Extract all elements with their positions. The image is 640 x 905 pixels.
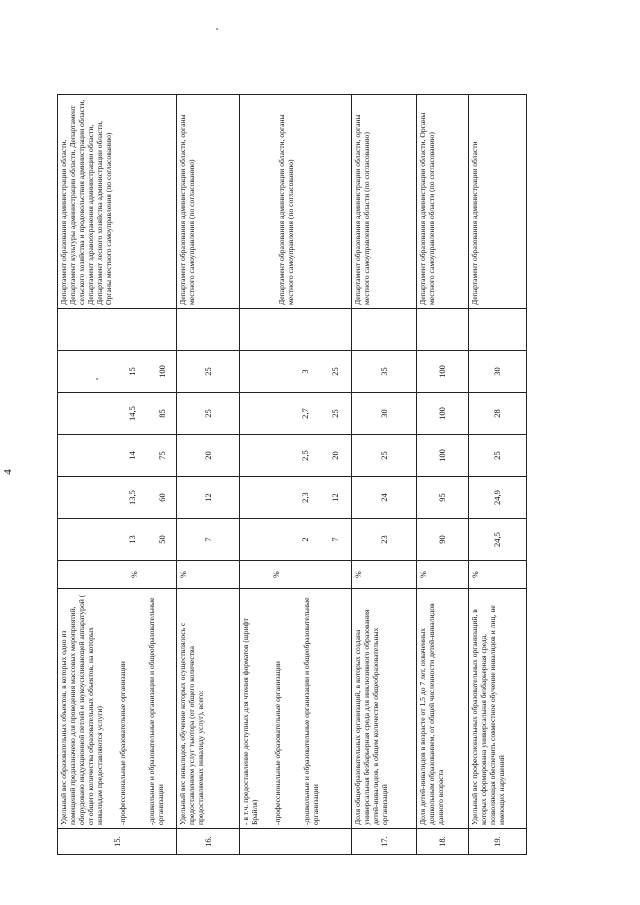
executor-cell: Департамент образования администрации области, Органы местного самоуправления области (по согласованию): [416, 95, 468, 309]
value-cell: 100: [416, 351, 468, 393]
value-cell: [58, 477, 177, 519]
value-cell: 35: [352, 351, 417, 393]
indicator-table: [57, 94, 527, 855]
value: 85: [157, 409, 168, 418]
row-number: 16.: [177, 829, 240, 855]
indicator-text: Удельный вес образовательных объектов, в которых одно из помещений предназначено для проведения массовых мероприятий, оборудовано индукционной петлей и звукоусиливающей аппаратурой ( от общего количества образовательных объектов, на которых инвалидам предоставляются услуги): [59, 594, 104, 825]
value: 25: [329, 367, 340, 376]
value-cell: 25: [352, 435, 417, 477]
indicator-cell: Доля общеобразовательных организаций, в которых создана универсальная безбарьерная среда для инклюзивного образования детей-инвалидов, в общем количестве общеобразовательных организаций: [352, 589, 417, 829]
unit-text: %: [271, 571, 281, 578]
indicator-table-rotated: [57, 95, 527, 855]
indicator-cell: Удельный вес инвалидов, обучение которых осуществлялось с предоставлением услуг тьютора (от общего количества предоставляемых инвалиду услуг), всего:: [177, 589, 240, 829]
value-cell: 25: [177, 351, 240, 393]
value: 60: [157, 493, 168, 502]
executor-text: Департамент образования администрации области, органы местного самоуправления (по согласованию): [276, 114, 295, 305]
table-row: [352, 95, 417, 855]
indicator-cell: Удельный вес профессиональных образовательных организаций, в которых сформирована универсальная безбарьерная среда, позволяющая обеспечить совместное обучение инвалидов и лиц, не имеющих нарушений: [468, 589, 526, 829]
value: 2,7: [299, 408, 310, 419]
value-cell: 7: [177, 519, 240, 561]
scan-speck: [216, 28, 218, 30]
value-cell: [239, 519, 351, 561]
value-cell: [239, 351, 351, 393]
executor-cell: Департамент образования администрации области, органы местного самоуправления области (по согласованию): [352, 95, 417, 309]
value-cell: 30: [352, 393, 417, 435]
row-number: 18.: [416, 829, 468, 855]
value-cell-empty: [468, 309, 526, 351]
unit-cell: [239, 561, 351, 589]
indicator-cell: Доля детей-инвалидов в возрасте от 1,5 до 7 лет, охваченных дошкольным образованием, от общей численности детей-инвалидов данного возраста: [416, 589, 468, 829]
sub-label: -профессиональные образовательные организации: [117, 661, 127, 825]
value: 20: [329, 451, 340, 460]
value-cell-empty: [352, 309, 417, 351]
value-cell: 90: [416, 519, 468, 561]
value: 7: [329, 537, 340, 542]
unit-cell: [416, 561, 468, 589]
row-number: 19.: [468, 829, 526, 855]
unit-cell: [468, 561, 526, 589]
executor-cell: Департамент образования администрации области, Департамент культуры администрации области, Департамент сельского хозяйства и продовольствия администрации области, Департамент здравоохранения администрации области, Департамент лесного хозяйства администрации области, Органы местного самоуправления (по согласованию): [58, 95, 177, 309]
value-cell: 12: [177, 477, 240, 519]
value-cell-empty: [416, 309, 468, 351]
value-cell: [239, 393, 351, 435]
value-cell: 95: [416, 477, 468, 519]
value-cell: [58, 435, 177, 477]
unit-text: %: [179, 571, 189, 578]
value: 100: [157, 365, 168, 378]
value-cell: [58, 393, 177, 435]
value: 2: [299, 537, 310, 542]
value: 15: [127, 367, 138, 376]
table-row: [468, 95, 526, 855]
value: 3: [299, 369, 310, 374]
value: 12: [329, 493, 340, 502]
page-number: 4: [1, 469, 14, 475]
table-row: [58, 95, 177, 855]
unit-cell: [352, 561, 417, 589]
unit-cell: [177, 561, 240, 589]
row-number: [239, 829, 351, 855]
indicator-text: - в т.ч. предоставление доступных для чтения форматов (шрифт Брайля): [240, 618, 259, 825]
value: 2,5: [299, 450, 310, 461]
value: 25: [329, 409, 340, 418]
value-cell: 28: [468, 393, 526, 435]
value-cell: [58, 351, 177, 393]
executor-cell: [239, 95, 351, 309]
value: 14: [127, 451, 138, 460]
value-cell: 24,5: [468, 519, 526, 561]
value: 75: [157, 451, 168, 460]
value: 50: [157, 535, 168, 544]
sub-label: -дошкольные и образовательные организации и общеобразовательные организации: [146, 597, 165, 825]
table-row: [416, 95, 468, 855]
value-cell: [58, 519, 177, 561]
sub-label: -профессиональные образовательные организации: [272, 661, 282, 825]
sub-label: -дошкольные и образовательные организации и общеобразовательные организации: [301, 597, 320, 825]
row-number: 17.: [352, 829, 417, 855]
unit-text: %: [354, 571, 364, 578]
unit-text: %: [130, 571, 139, 578]
value-cell-empty: [177, 309, 240, 351]
value-cell: 100: [416, 393, 468, 435]
value: 13: [127, 535, 138, 544]
value-cell: [239, 477, 351, 519]
table-row: [177, 95, 240, 855]
value-cell: [239, 435, 351, 477]
table-row: [239, 95, 351, 855]
value-cell: 30: [468, 351, 526, 393]
unit-cell: [58, 561, 177, 589]
indicator-cell: [239, 589, 351, 829]
value-cell: 25: [468, 435, 526, 477]
executor-cell: Департамент образования администрации области: [468, 95, 526, 309]
value: 2,3: [299, 492, 310, 503]
executor-cell: Департамент образования администрации области, органы местного самоуправления (по согласованию): [177, 95, 240, 309]
value-cell-empty: [58, 309, 177, 351]
scan-speck: [96, 378, 98, 380]
value-cell: 100: [416, 435, 468, 477]
value-cell: 24,9: [468, 477, 526, 519]
unit-text: %: [418, 571, 428, 578]
unit-text: %: [470, 571, 480, 578]
value: 14,5: [127, 406, 138, 421]
indicator-cell: [58, 589, 177, 829]
value-cell: 20: [177, 435, 240, 477]
value-cell: 25: [177, 393, 240, 435]
value-cell: 23: [352, 519, 417, 561]
value-cell: 24: [352, 477, 417, 519]
row-number: 15.: [58, 829, 177, 855]
value-cell-empty: [239, 309, 351, 351]
value: 13,5: [127, 490, 138, 505]
